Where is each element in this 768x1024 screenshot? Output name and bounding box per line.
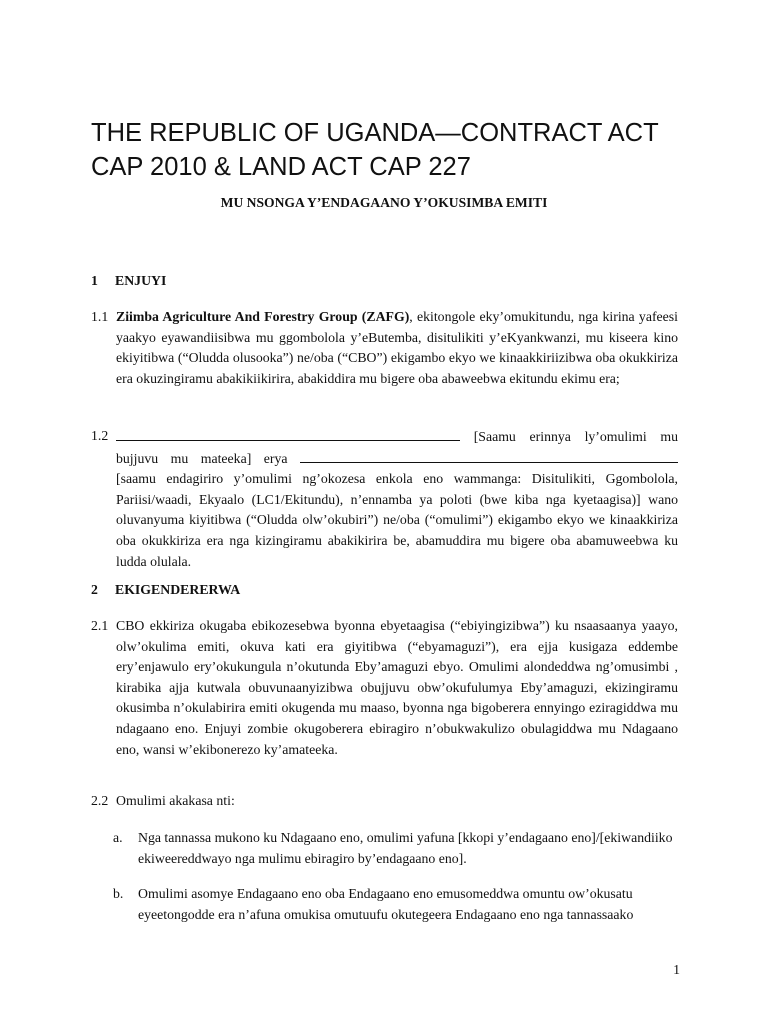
section-title: EKIGENDERERWA: [115, 582, 241, 597]
list-item-a: [113, 828, 678, 869]
list-marker: a.: [113, 830, 123, 845]
paragraph-text: , ekitongole eky’omukitundu, nga kirina yafeesi yaakyo eyawandiisibwa mu ggombolola y’eButemba, disitulikiti y’eKyankwanzi, mu kiseera kino ekiyitibwa (“Oludda olusooka”) ne/oba (“CBO”) ekigambo ekyo we kinaakkiriizibwa oba okukkiriza era okuzingiramu abakikiikirira, abakiddira mu bigere oba abaweebwa ekitundu ekimu era;: [116, 309, 678, 386]
paragraph-1-2: [91, 426, 678, 572]
paragraph-number: 1.1: [91, 309, 109, 324]
paragraph-body: Omulimi akakasa nti:: [116, 793, 235, 808]
list-item-text: Omulimi asomye Endagaano eno oba Endagaano eno emusomeddwa omuntu ow’okusatu eyeetongodde era n’afuna omukisa omutuufu okutegeera Endagaano eno nga tannassaako: [138, 886, 634, 922]
paragraph-2-2: [91, 791, 678, 812]
paragraph-1-1: [91, 307, 678, 389]
paragraph-body: CBO ekkiriza okugaba ebikozesebwa byonna ebyetaagisa (“ebiyingizibwa”) ku nsaasaanya yaayo, olw’okulima emiti, okuva kati era giyitibwa (“ebyamaguzi”), era ejja kusigaza eddembe ery’enjawulo ery’okukungula n’okutunda Eby’amaguzi ebyo. Omulimi alondeddwa ng’omusimbi , kirabika ajja kutwala obuvunaanyizibwa obujjuvu obw’okufulumya Eby’amaguzi, ekizingiramu okusimba n’okulabirira emiti okugenda mu maaso, byonna nga bigoberera ennyingo eziragiddwa mu ndagaano eno. Enjuyi zombie okugoberera ebiragiro n’obukwakulizo obulagiddwa mu Ndagaano eno, wansi w’ekibonerezo ky’amateeka.: [116, 618, 678, 757]
section-heading-2: [91, 580, 240, 601]
party-name: Ziimba Agriculture And Forestry Group (ZAFG): [116, 309, 410, 324]
list-marker: b.: [113, 886, 124, 901]
paragraph-2-1: [91, 616, 678, 760]
title-line-2: CAP 2010 & LAND ACT CAP 227: [91, 153, 471, 181]
paragraph-number: 1.2: [91, 428, 109, 443]
list-item-text: Nga tannassa mukono ku Ndagaano eno, omulimi yafuna [kkopi y’endagaano eno]/[ekiwandiiko ekiweereddwayo nga mulimu ebiragiro by’endagaano eno].: [138, 830, 673, 866]
address-blank-line: [300, 448, 678, 463]
title-line-1: THE REPUBLIC OF UGANDA—CONTRACT ACT: [91, 119, 659, 147]
section-number: 2: [91, 582, 98, 597]
name-blank-line: [116, 426, 460, 441]
paragraph-number: 2.2: [91, 793, 109, 808]
paragraph-text-a: [Saamu erinnya ly’omulimi mu bujjuvu mu mateeka] erya: [116, 429, 678, 466]
document-title: [91, 116, 691, 184]
section-number: 1: [91, 273, 98, 288]
list-item-b: [113, 884, 678, 925]
section-title: ENJUYI: [115, 273, 167, 288]
paragraph-text-b: [saamu endagiriro y’omulimi ng’okozesa enkola eno wammanga: Disitulikiti, Ggombolola, Pariisi/waadi, Ekyaalo (LC1/Ekitundu), n’ennamba ya poloti (bwe kiba nga kyetaagisa)] wano oluvanyuma kiyitibwa (“Oludda olw’okubiri”) ne/oba (“omulimi”) ekigambo ekyo we kinaakkiriza oba okukkiriza era nga kizingiramu abakikirira be, abamuddira mu bigere oba abamuweebwa ku ludda olulala.: [116, 471, 678, 569]
paragraph-body: [116, 307, 678, 389]
document-subtitle: MU NSONGA Y’ENDAGAANO Y’OKUSIMBA EMITI: [220, 195, 548, 210]
paragraph-body: [116, 426, 678, 572]
section-heading-1: [91, 271, 166, 292]
page-number: 1: [673, 962, 680, 977]
paragraph-number: 2.1: [91, 618, 109, 633]
